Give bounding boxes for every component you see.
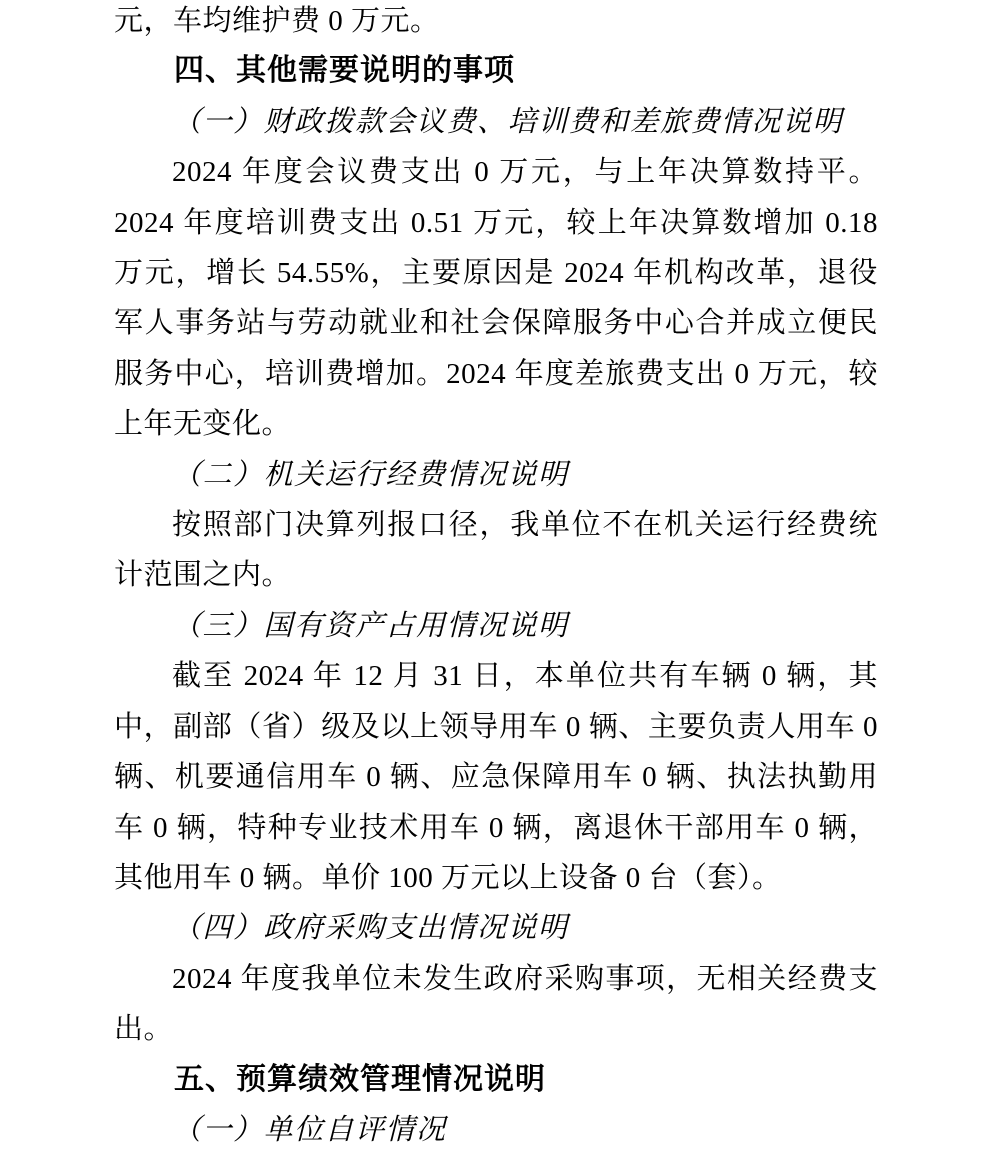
section-heading-5: 五、预算绩效管理情况说明 — [174, 1062, 546, 1096]
subsection-heading-4-3: （三）国有资产占用情况说明 — [172, 609, 569, 642]
subsection-heading-4-1: （一）财政拨款会议费、培训费和差旅费情况说明 — [172, 105, 844, 138]
body-paragraph-government-procurement: 2024 年度我单位未发生政府采购事项，无相关经费支出。 — [114, 962, 878, 1046]
subsection-heading-5-1: （一）单位自评情况 — [172, 1113, 447, 1146]
subsection-heading-4-4: （四）政府采购支出情况说明 — [172, 912, 569, 945]
body-paragraph-operating-expenses: 按照部门决算列报口径，我单位不在机关运行经费统计范围之内。 — [114, 509, 878, 592]
subsection-heading-4-2: （二）机关运行经费情况说明 — [172, 458, 569, 491]
section-heading-4: 四、其他需要说明的事项 — [174, 54, 515, 88]
document-content — [114, 0, 878, 1155]
body-paragraph-continuation: 元，车均维护费 0 万元。 — [114, 5, 440, 37]
body-paragraph-state-assets: 截至 2024 年 12 月 31 日，本单位共有车辆 0 辆，其中，副部（省）级及以上领导用车 0 辆、主要负责人用车 0 辆、机要通信用车 0 辆、应急保障用车 0 辆、执法执勤用车 0 辆，特种专业技术用车 0 辆，离退休干部用车 0 辆，其他用车 0 辆。单价 100 万元以上设备 0 台（套）。 — [114, 660, 878, 894]
body-paragraph-meeting-training-travel: 2024 年度会议费支出 0 万元，与上年决算数持平。2024 年度培训费支出 0.51 万元，较上年决算数增加 0.18 万元，增长 54.55%，主要原因是 2024 年机构改革，退役军人事务站与劳动就业和社会保障服务中心合并成立便民服务中心，培训费增加。2024 年度差旅费支出 0 万元，较上年无变化。 — [114, 156, 878, 441]
